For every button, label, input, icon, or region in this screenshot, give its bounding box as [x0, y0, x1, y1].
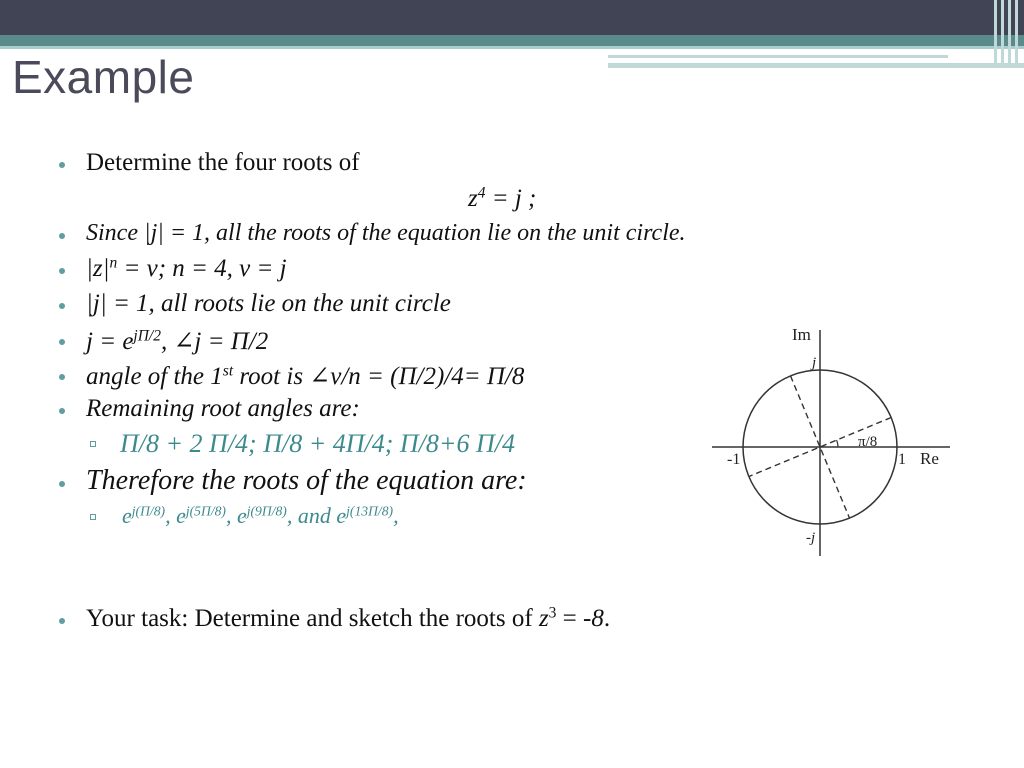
header-band-teal [0, 35, 1024, 46]
re-label: Re [920, 449, 939, 468]
neg-one-label: -1 [727, 451, 741, 468]
bullet-dot [59, 162, 65, 168]
bullet-dot [59, 408, 65, 414]
header-bar [0, 0, 1024, 35]
bullet-dot [59, 374, 65, 380]
header-stripe [1015, 0, 1018, 68]
header-stripe [994, 0, 997, 68]
bullet-dot [59, 303, 65, 309]
j-label: j [812, 355, 817, 371]
bullet-text: Your task: Determine and sketch the roots of $z^3 = -8$. [86, 604, 611, 632]
header-stripe [1008, 0, 1011, 68]
bullet-dot [59, 233, 65, 239]
bullet-dot [59, 481, 65, 487]
bullet-text: $|z|^n = v$; n = 4, v = j [86, 254, 287, 282]
neg-j-label: -j [806, 530, 816, 546]
bullet-text: $j = e^{j\Pi/2}$, ∠j = Π/2 [86, 327, 269, 355]
sub-bullet-square [90, 514, 96, 520]
equation-z4: $z^4 = j$ ; [468, 184, 537, 212]
one-label: 1 [898, 451, 906, 468]
sub-bullet-text: Π/8 + 2 Π/4; Π/8 + 4Π/4; Π/8+6 Π/4 [120, 429, 515, 458]
slide-title: Example [12, 51, 195, 103]
bullet-text: Remaining root angles are: [86, 395, 360, 422]
sub-bullet-text: $e^{j(\Pi/8)}$, $e^{j(5\Pi/8)}$, $e^{j(9\Pi/8)}$, and $e^{j(13\Pi/8)}$, [122, 503, 399, 528]
bullet-dot [59, 618, 65, 624]
header-accent-line-2 [608, 63, 1024, 68]
im-label: Im [792, 325, 811, 344]
header-accent-line [608, 55, 948, 58]
bullet-text: |j| = 1, all roots lie on the unit circle [86, 290, 451, 317]
bullet-text: Therefore the roots of the equation are: [86, 465, 527, 496]
bullet-text: Determine the four roots of [86, 149, 360, 176]
header-stripe [1001, 0, 1004, 68]
angle-label: π/8 [858, 434, 878, 450]
sub-bullet-square [90, 441, 96, 447]
header-band-light [0, 46, 1024, 49]
bullet-text: angle of the 1st root is ∠v/n = (Π/2)/4= Π/8 [86, 362, 525, 390]
unit-circle-diagram [712, 318, 962, 563]
angle-arc [837, 440, 838, 447]
bullet-dot [59, 339, 65, 345]
bullet-dot [59, 268, 65, 274]
bullet-text: Since |j| = 1, all the roots of the equation lie on the unit circle. [86, 220, 686, 246]
